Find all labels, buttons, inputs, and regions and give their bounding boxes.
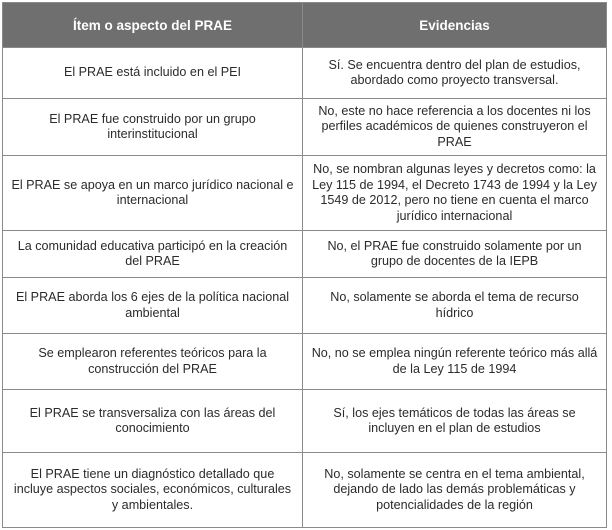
evidence-cell: No, se nombran algunas leyes y decretos como: la Ley 115 de 1994, el Decreto 1743 de 1994 y la Ley 1549 de 2012, pero no tiene en cuenta el marco jurídico internacional xyxy=(303,156,607,231)
item-cell: El PRAE está incluido en el PEI xyxy=(3,48,303,99)
item-cell: El PRAE se transversaliza con las áreas del conocimiento xyxy=(3,390,303,453)
evidence-cell: Sí, los ejes temáticos de todas las áreas se incluyen en el plan de estudios xyxy=(303,390,607,453)
evidence-cell: Sí. Se encuentra dentro del plan de estudios, abordado como proyecto transversal. xyxy=(303,48,607,99)
evidence-cell: No, solamente se centra en el tema ambiental, dejando de lado las demás problemáticas y potencialidades de la región xyxy=(303,453,607,528)
table-row xyxy=(3,334,607,390)
item-cell: El PRAE fue construido por un grupo interinstitucional xyxy=(3,99,303,156)
table-row xyxy=(3,48,607,99)
column-header-evidence: Evidencias xyxy=(303,3,607,48)
item-cell: La comunidad educativa participó en la creación del PRAE xyxy=(3,231,303,278)
evidence-cell: No, este no hace referencia a los docentes ni los perfiles académicos de quienes construyeron el PRAE xyxy=(303,99,607,156)
table-row xyxy=(3,156,607,231)
evidence-cell: No, no se emplea ningún referente teórico más allá de la Ley 115 de 1994 xyxy=(303,334,607,390)
table-header-row xyxy=(3,3,607,48)
table-row xyxy=(3,99,607,156)
item-cell: El PRAE tiene un diagnóstico detallado que incluye aspectos sociales, económicos, culturales y ambientales. xyxy=(3,453,303,528)
prae-evidence-table xyxy=(2,2,607,528)
item-cell: El PRAE se apoya en un marco jurídico nacional e internacional xyxy=(3,156,303,231)
item-cell: Se emplearon referentes teóricos para la construcción del PRAE xyxy=(3,334,303,390)
table-row xyxy=(3,453,607,528)
column-header-item: Ítem o aspecto del PRAE xyxy=(3,3,303,48)
evidence-cell: No, solamente se aborda el tema de recurso hídrico xyxy=(303,278,607,334)
table-row xyxy=(3,278,607,334)
table-row xyxy=(3,390,607,453)
table-row xyxy=(3,231,607,278)
evidence-cell: No, el PRAE fue construido solamente por un grupo de docentes de la IEPB xyxy=(303,231,607,278)
item-cell: El PRAE aborda los 6 ejes de la política nacional ambiental xyxy=(3,278,303,334)
